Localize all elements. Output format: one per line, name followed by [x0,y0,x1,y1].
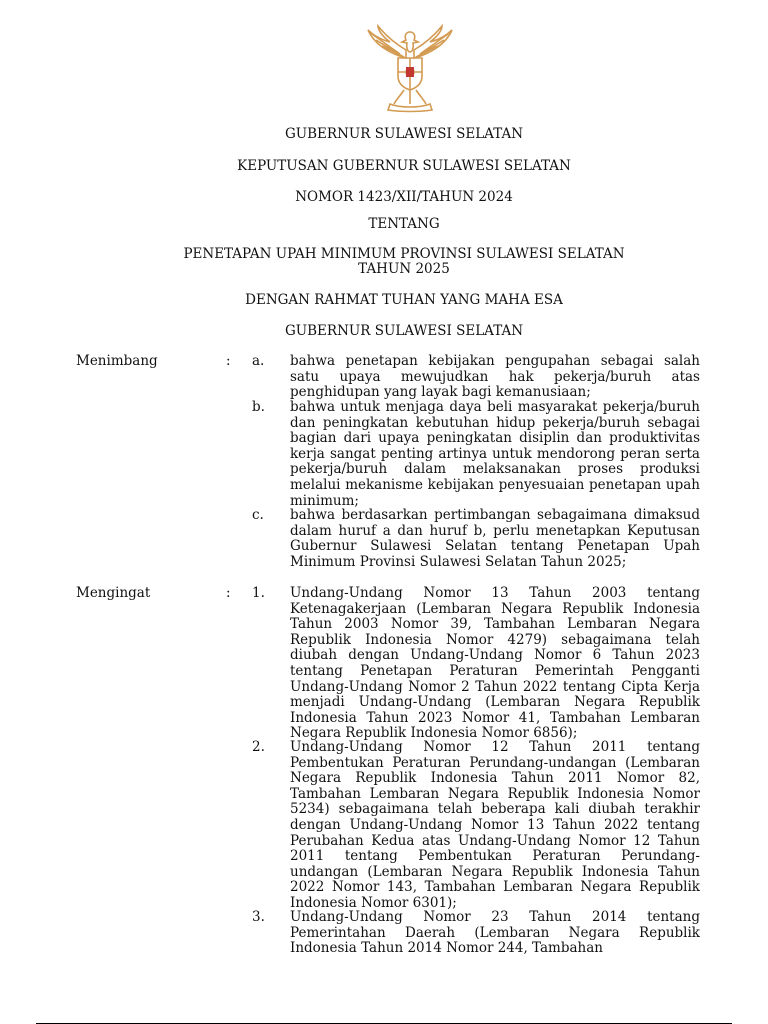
mengingat-label: Mengingat [76,585,151,601]
tentang-heading: TENTANG [368,216,440,232]
header-governor: GUBERNUR SULAWESI SELATAN [284,126,524,142]
decree-title: KEPUTUSAN GUBERNUR SULAWESI SELATAN [237,158,571,174]
garuda-emblem-icon [360,24,460,114]
item-text: Undang-Undang Nomor 12 Tahun 2011 tentang Pembentukan Peraturan Perundang-undangan (Lembaran Negara Republik Indonesia Tahun 2011 Nomor 82, Tambahan Lembaran Negara Republik Indonesia Nomor 5234) sebagaimana telah beberapa kali diubah terakhir dengan Undang-Undang Nomor 13 Tahun 2022 tentang Perubahan Kedua atas Undang-Undang Nomor 12 Tahun 2011 tentang Pembentukan Peraturan Perundang-undangan (Lembaran Negara Republik Indonesia Tahun 2022 Nomor 143, Tambahan Lembaran Negara Republik Indonesia Nomor 6301); [290,739,700,911]
governor-line: GUBERNUR SULAWESI SELATAN [284,323,524,339]
item-number: a. [252,353,265,369]
rahmat-line: DENGAN RAHMAT TUHAN YANG MAHA ESA [245,292,563,308]
decree-subject-line1: PENETAPAN UPAH MINIMUM PROVINSI SULAWESI SELATAN [183,246,625,262]
item-text: bahwa untuk menjaga daya beli masyarakat pekerja/buruh dan peningkatan kebutuhan hidup pekerja/buruh sebagai bagian dari upaya peningkatan disiplin dan produktivitas kerja sangat penting artinya untuk mendorong peran serta pekerja/buruh dalam melaksanakan proses produksi melalui mekanisme kebijakan penyesuaian penetapan upah minimum; [290,399,700,509]
item-text: Undang-Undang Nomor 13 Tahun 2003 tentang Ketenagakerjaan (Lembaran Negara Republik Indonesia Tahun 2003 Nomor 39, Tambahan Lembaran Negara Republik Indonesia Nomor 4279) sebagaimana telah diubah dengan Undang-Undang Nomor 6 Tahun 2023 tentang Penetapan Peraturan Pemerintah Pengganti Undang-Undang Nomor 2 Tahun 2022 tentang Cipta Kerja menjadi Undang-Undang (Lembaran Negara Republik Indonesia Tahun 2023 Nomor 41, Tambahan Lembaran Negara Republik Indonesia Nomor 6856); [290,585,700,742]
item-number: c. [252,507,264,523]
item-text: Undang-Undang Nomor 23 Tahun 2014 tentang Pemerintahan Daerah (Lembaran Negara Republik Indonesia Tahun 2014 Nomor 244, Tambahan [290,909,700,957]
menimbang-label: Menimbang [76,353,158,369]
item-number: 1. [252,585,265,601]
decree-number: NOMOR 1423/XII/TAHUN 2024 [295,189,513,205]
item-number: 2. [252,739,265,755]
menimbang-colon: : [226,353,231,369]
decree-subject-line2: TAHUN 2025 [358,261,450,277]
mengingat-colon: : [226,585,231,601]
item-text: bahwa penetapan kebijakan pengupahan sebagai salah satu upaya mewujudkan hak pekerja/buruh atas penghidupan yang layak bagi kemanusiaan; [290,353,700,401]
item-number: 3. [252,909,265,925]
item-number: b. [252,399,265,415]
item-text: bahwa berdasarkan pertimbangan sebagaimana dimaksud dalam huruf a dan huruf b, perlu menetapkan Keputusan Gubernur Sulawesi Selatan tentang Penetapan Upah Minimum Provinsi Sulawesi Selatan Tahun 2025; [290,507,700,570]
